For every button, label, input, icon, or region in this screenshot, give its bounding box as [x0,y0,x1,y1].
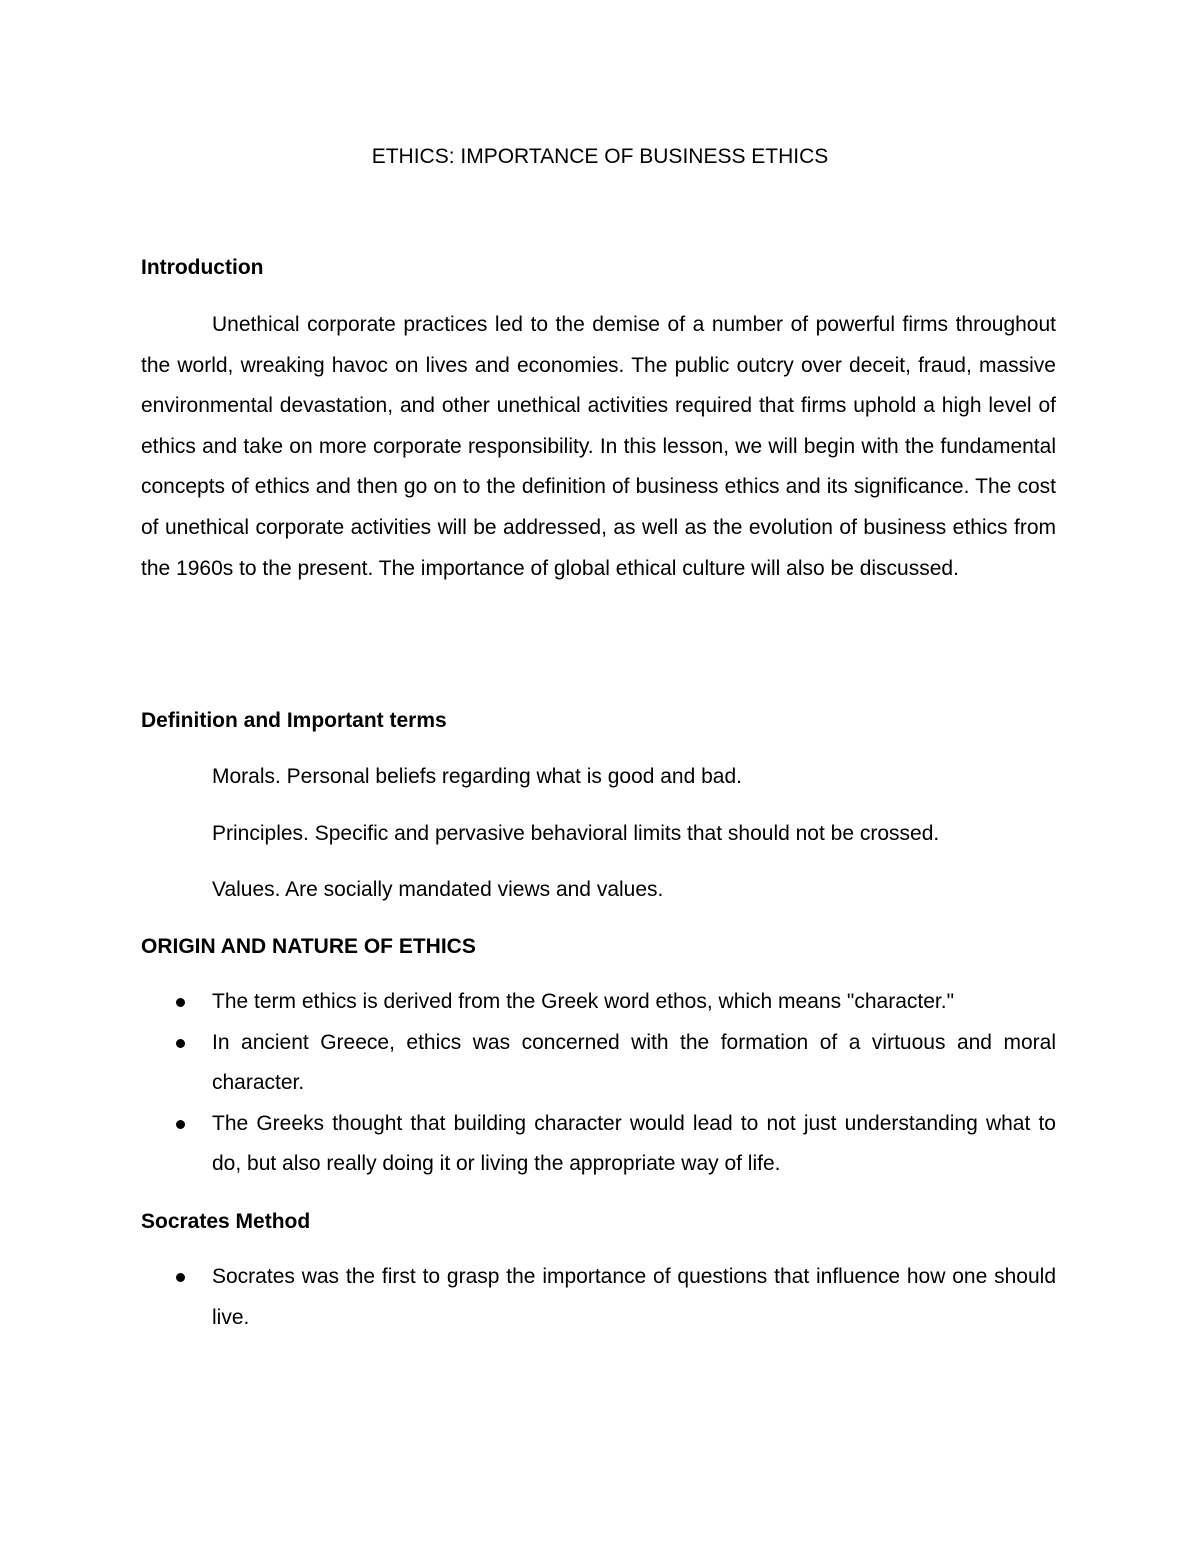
definitions-heading: Definition and Important terms [141,709,447,732]
term-principles: Principles. Specific and pervasive behavioral limits that should not be crossed. [212,822,940,845]
bullet-icon [176,998,185,1007]
bullet-icon [176,1120,185,1129]
bullet-text: In ancient Greece, ethics was concerned with the formation of a virtuous and moral character. [212,1030,1056,1095]
list-item [141,1023,1056,1104]
origin-heading: ORIGIN AND NATURE OF ETHICS [141,935,476,958]
term-morals: Morals. Personal beliefs regarding what is good and bad. [212,765,742,788]
socrates-heading: Socrates Method [141,1210,311,1233]
bullet-text: The Greeks thought that building character would lead to not just understanding what to do, but also really doing it or living the appropriate way of life. [212,1111,1056,1176]
introduction-heading: Introduction [141,256,264,279]
bullet-icon [176,1273,185,1282]
list-item [141,1104,1056,1185]
origin-bullet-list [141,982,1056,1185]
bullet-icon [176,1039,185,1048]
term-values: Values. Are socially mandated views and values. [212,878,664,901]
list-item [141,982,1056,1023]
introduction-paragraph: Unethical corporate practices led to the demise of a number of powerful firms throughout the world, wreaking havoc on lives and economies. The public outcry over deceit, fraud, massive environmental devastation, and other unethical activities required that firms uphold a high level of ethics and take on more corporate responsibility. In this lesson, we will begin with the fundamental concepts of ethics and then go on to the definition of business ethics and its significance. The cost of unethical corporate activities will be addressed, as well as the evolution of business ethics from the 1960s to the present. The importance of global ethical culture will also be discussed. [141,313,1056,580]
document-title: ETHICS: IMPORTANCE OF BUSINESS ETHICS [371,145,829,168]
list-item [141,1257,1056,1338]
bullet-text: The term ethics is derived from the Greek word ethos, which means "character." [212,990,955,1013]
bullet-text: Socrates was the first to grasp the importance of questions that influence how one should live. [212,1265,1056,1329]
socrates-bullet-list [141,1257,1056,1338]
